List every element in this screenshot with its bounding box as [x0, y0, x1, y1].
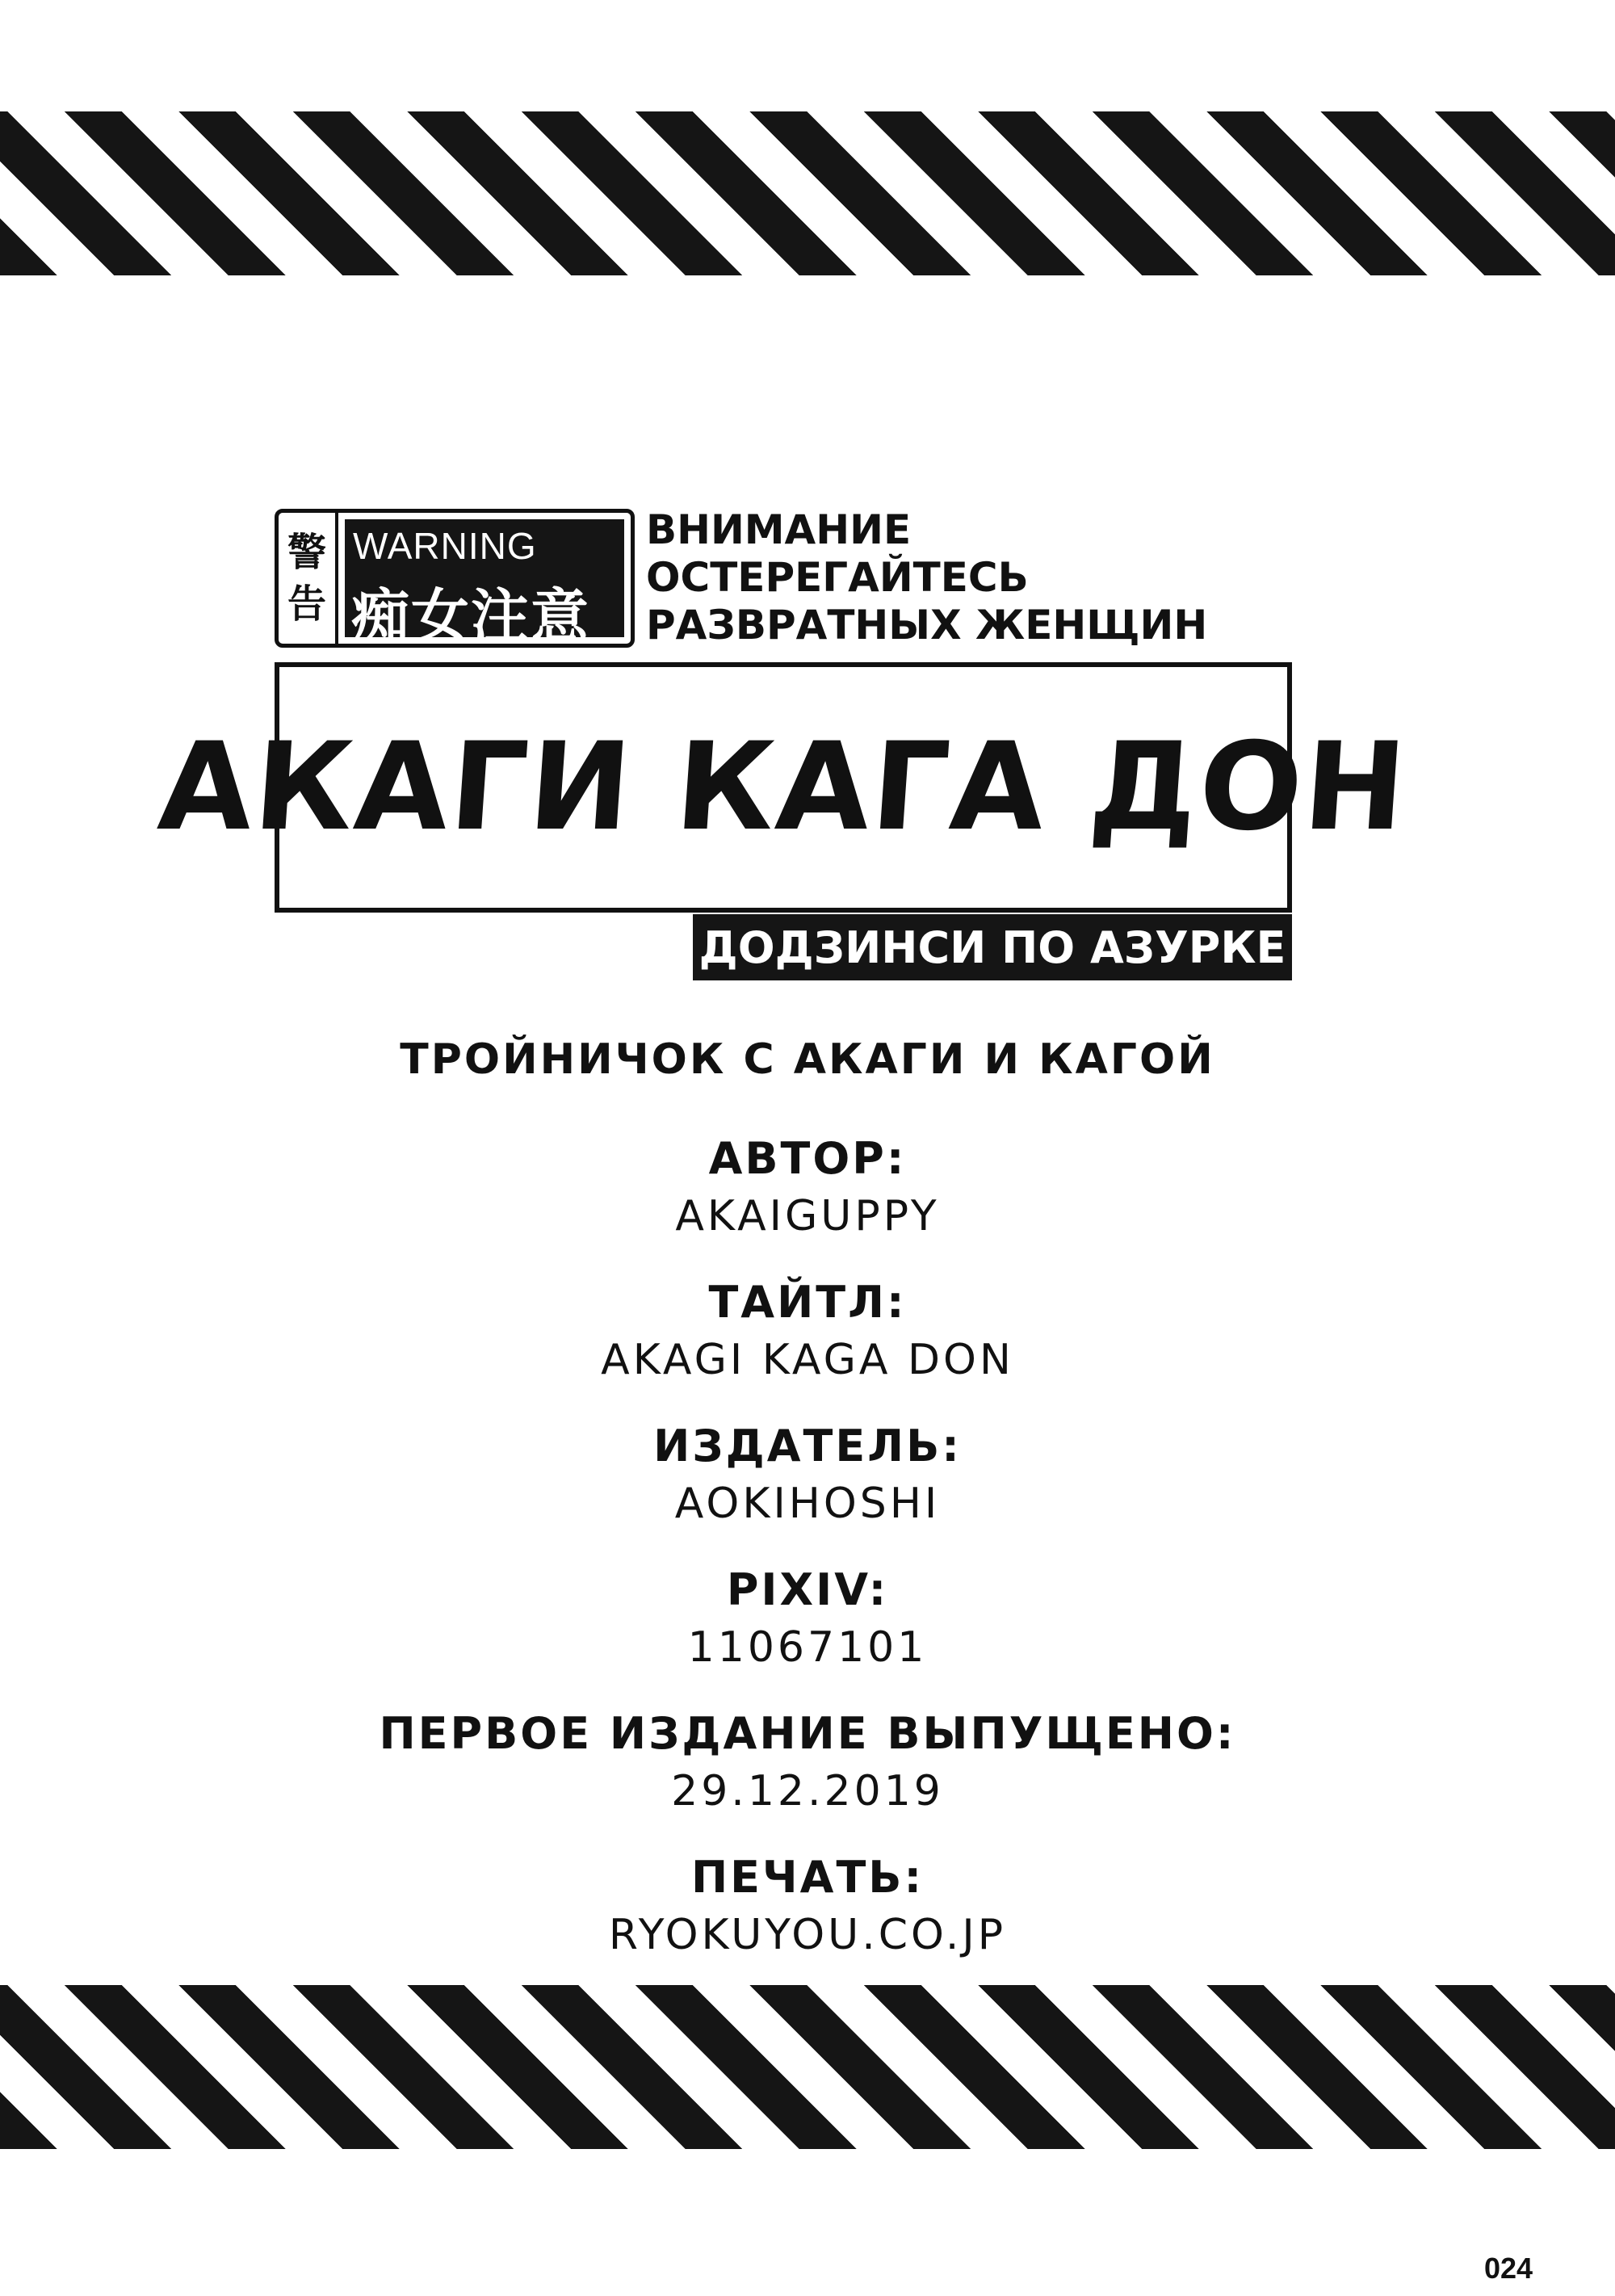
credit-value: AKAIGUPPY [675, 1192, 940, 1240]
warning-badge [275, 509, 635, 648]
credit-print [0, 1849, 1615, 1993]
credits-section [0, 1024, 1615, 1993]
credit-label: ПЕРВОЕ ИЗДАНИЕ ВЫПУЩЕНО: [379, 1708, 1236, 1759]
credit-value: AKAGI KAGA DON [601, 1336, 1014, 1384]
hazard-stripe-top [0, 111, 1615, 275]
credit-label: PIXIV: [726, 1564, 889, 1615]
page-title: АКАГИ КАГА ДОН [154, 717, 1412, 858]
credit-value: AOKIHOSHI [674, 1480, 941, 1528]
warning-ru-line-3: РАЗВРАТНЫХ ЖЕНЩИН [646, 602, 1208, 649]
credit-first-edition [0, 1706, 1615, 1849]
credit-value: 29.12.2019 [671, 1767, 944, 1815]
warning-ru-line-2: ОСТЕРЕГАЙТЕСЬ [646, 554, 1029, 601]
warning-label-en: WARNING [353, 525, 537, 567]
warning-ru-line-1: ВНИМАНИЕ [646, 506, 912, 553]
warning-russian-text [646, 506, 1207, 649]
credit-publisher [0, 1418, 1615, 1562]
credit-label: ИЗДАТЕЛЬ: [653, 1421, 962, 1471]
subtitle-bar: ДОДЗИНСИ ПО АЗУРКЕ [693, 914, 1292, 980]
warning-kanji-side [279, 513, 338, 644]
credit-pixiv [0, 1562, 1615, 1706]
tagline: ТРОЙНИЧОК С АКАГИ И КАГОЙ [400, 1035, 1215, 1084]
warning-kanji-2: 告 [287, 581, 326, 627]
title-box [154, 662, 1412, 913]
warning-label-jp: 痴女注意 [351, 582, 591, 650]
credit-author [0, 1131, 1615, 1274]
credit-value: RYOKUYOU.CO.JP [608, 1911, 1007, 1959]
credit-label: ТАЙТЛ: [708, 1277, 907, 1328]
hazard-stripe-bottom [0, 1985, 1615, 2149]
credit-title [0, 1274, 1615, 1418]
warning-label-panel [345, 519, 624, 650]
credit-label: ПЕЧАТЬ: [690, 1852, 925, 1903]
warning-kanji-1: 警 [287, 530, 326, 575]
credit-value: 11067101 [687, 1623, 928, 1672]
page-number: 024 [1484, 2252, 1533, 2285]
credit-label: АВТОР: [708, 1133, 907, 1184]
